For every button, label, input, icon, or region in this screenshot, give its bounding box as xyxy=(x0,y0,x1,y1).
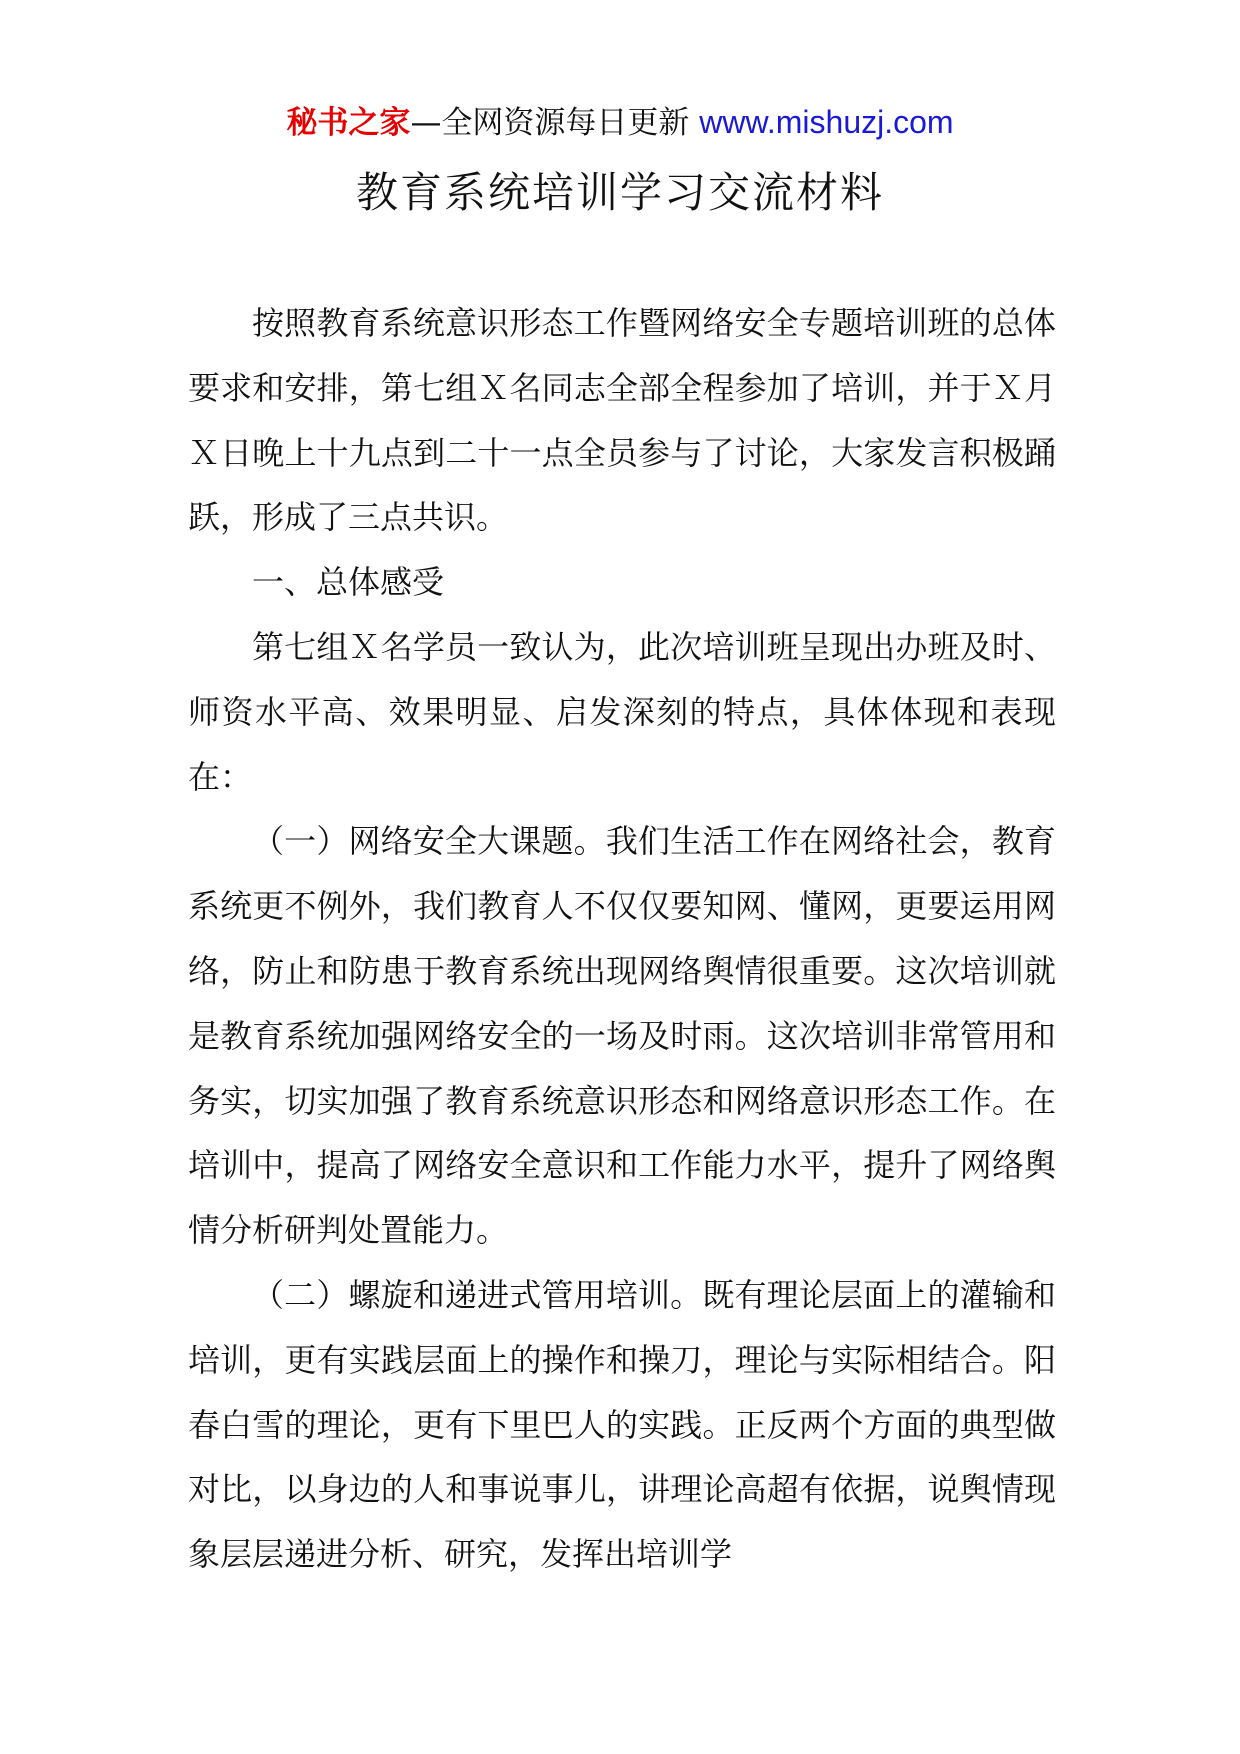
site-url-link[interactable]: www.mishuzj.com xyxy=(699,104,954,140)
header-tagline: —全网资源每日更新 xyxy=(410,105,690,141)
site-header xyxy=(0,100,1240,145)
paragraph-point-2: （二）螺旋和递进式管用培训。既有理论层面上的灌输和培训，更有实践层面上的操作和操刀，理论与实际相结合。阳春白雪的理论，更有下里巴人的实践。正反两个方面的典型做对比，以身边的人和事说事儿，讲理论高超有依据，说舆情现象层层递进分析、研究，发挥出培训学 xyxy=(188,1275,1056,1574)
paragraph-point-1: （一）网络安全大课题。我们生活工作在网络社会，教育系统更不例外，我们教育人不仅仅要知网、懂网，更要运用网络，防止和防患于教育系统出现网络舆情很重要。这次培训就是教育系统加强网络安全的一场及时雨。这次培训非常管用和务实，切实加强了教育系统意识形态和网络意识形态工作。在培训中，提高了网络安全意识和工作能力水平，提升了网络舆情分析研判处置能力。 xyxy=(188,822,1056,1250)
document-body xyxy=(188,291,1056,1587)
document-title: 教育系统培训学习交流材料 xyxy=(355,168,884,217)
section-heading: 一、总体感受 xyxy=(252,563,445,602)
paragraph-intro: 按照教育系统意识形态工作暨网络安全专题培训班的总体要求和安排，第七组Ｘ名同志全部全程参加了培训，并于Ｘ月Ｘ日晚上十九点到二十一点全员参与了讨论，大家发言积极踊跃，形成了三点共识。 xyxy=(188,304,1056,537)
paragraph-summary: 第七组Ｘ名学员一致认为，此次培训班呈现出办班及时、师资水平高、效果明显、启发深刻的特点，具体体现和表现在： xyxy=(188,627,1056,796)
brand-name: 秘书之家 xyxy=(286,105,411,141)
